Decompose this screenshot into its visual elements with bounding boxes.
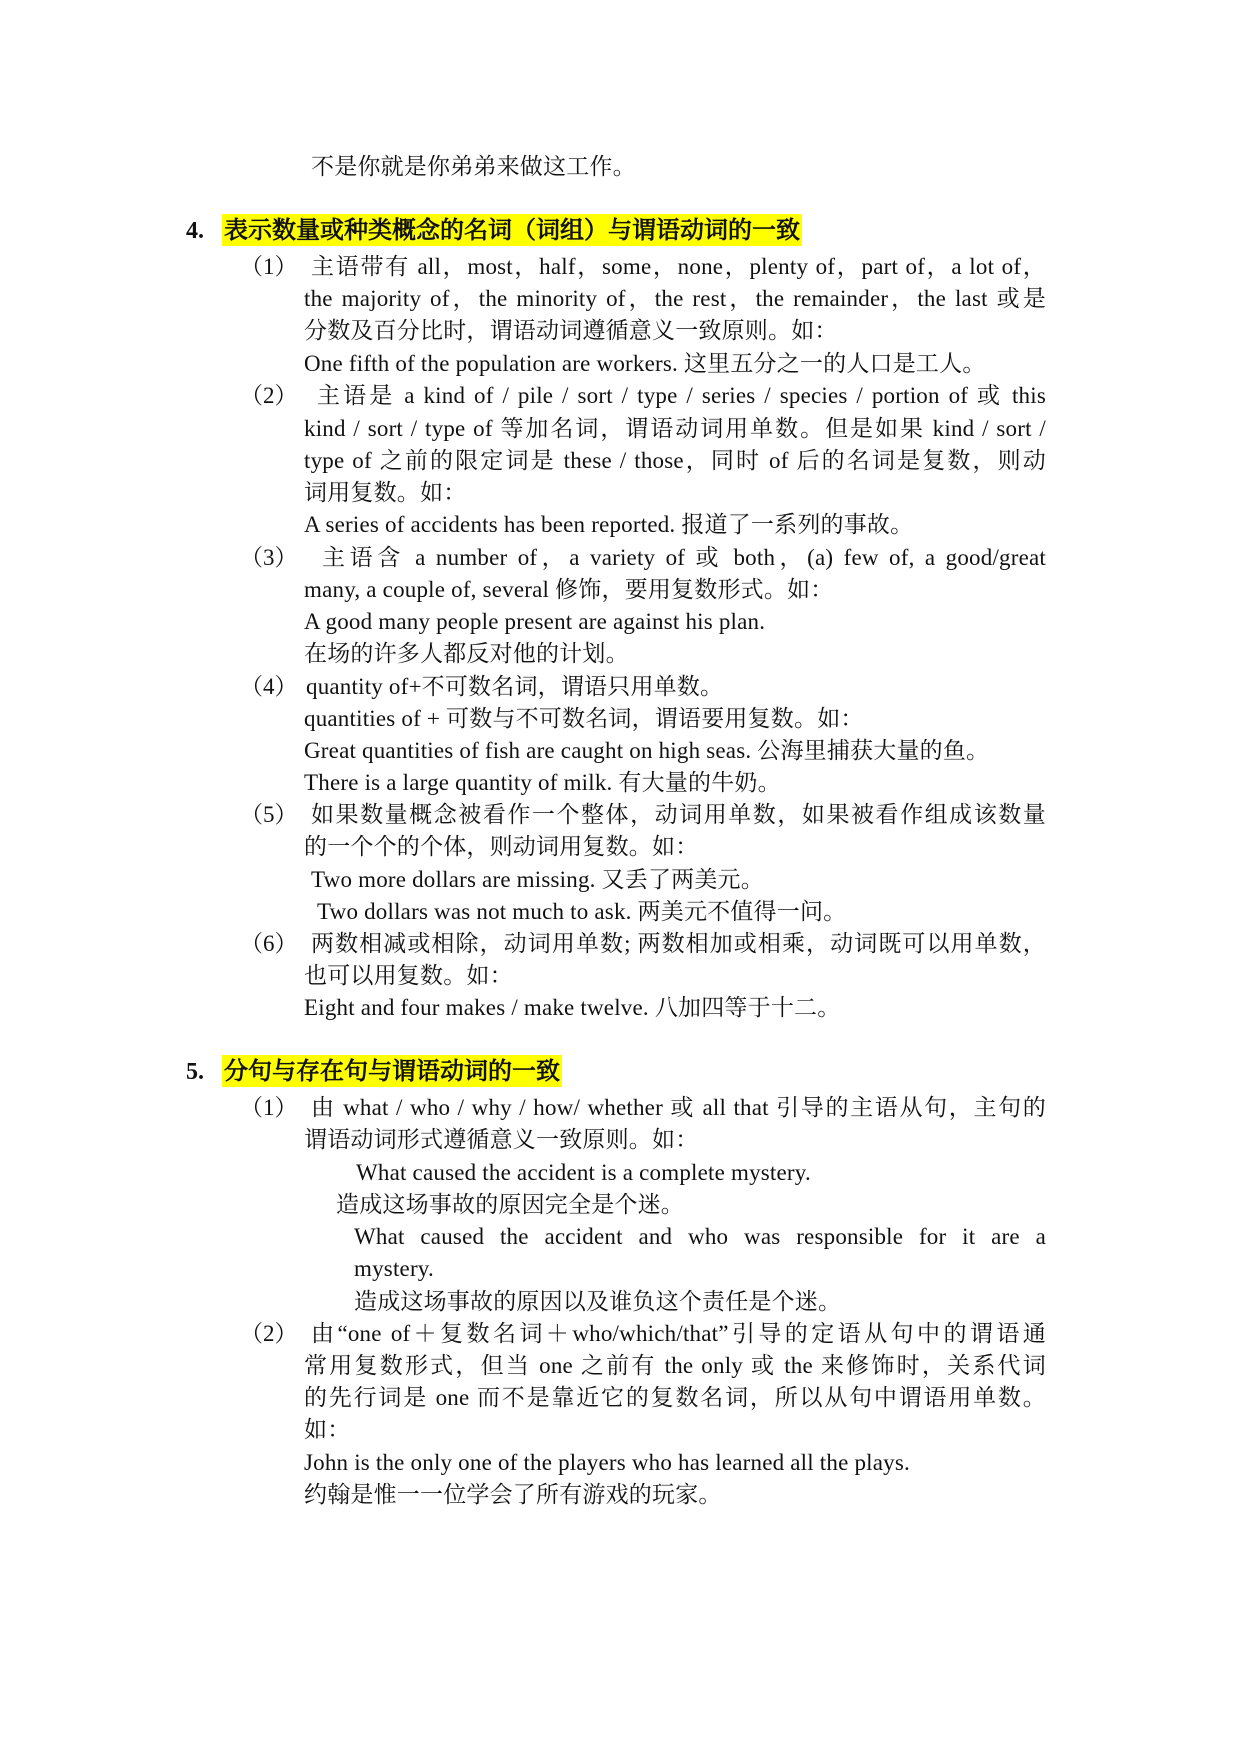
item-number: （2） — [240, 1321, 298, 1346]
example-line: One fifth of the population are workers. 这里五分之一的人口是工人。 — [304, 351, 986, 376]
body-line: 谓语动词形式遵循意义一致原则。如： — [304, 1127, 699, 1152]
body-line: 如： — [304, 1417, 351, 1442]
example-line: mystery. — [354, 1256, 434, 1281]
body-line: 如果数量概念被看作一个整体，动词用单数，如果被看作组成该数量 — [311, 802, 1046, 827]
section-heading: 表示数量或种类概念的名词（词组）与谓语动词的一致 — [224, 216, 800, 244]
item-number: （6） — [240, 931, 298, 956]
item-number: （4） — [240, 674, 298, 699]
body-line: 分数及百分比时，谓语动词遵循意义一致原则。如： — [304, 318, 838, 343]
section-heading: 分句与存在句与谓语动词的一致 — [224, 1057, 560, 1085]
example-line: A good many people present are against his plan. — [304, 609, 766, 634]
example-line: Two more dollars are missing. 又丢了两美元。 — [311, 867, 764, 892]
body-line: kind / sort / type of 等加名词，谓语动词用单数。但是如果 kind / sort / — [304, 416, 1046, 441]
body-line: 的先行词是 one 而不是靠近它的复数名词，所以从句中谓语用单数。 — [304, 1385, 1046, 1410]
body-line: 的一个个的个体，则动词用复数。如： — [304, 834, 699, 859]
body-line: 由“one of＋复数名词＋who/which/that”引导的定语从句中的谓语通 — [311, 1321, 1046, 1346]
item-number: （5） — [240, 802, 298, 827]
body-line: quantity of+不可数名词，谓语只用单数。 — [306, 674, 724, 699]
item-number: （2） — [240, 383, 298, 408]
example-line: 造成这场事故的原因完全是个迷。 — [336, 1192, 684, 1217]
body-line: 由 what / who / why / how/ whether 或 all that 引导的主语从句，主句的 — [311, 1095, 1046, 1120]
example-line: 造成这场事故的原因以及谁负这个责任是个迷。 — [354, 1289, 842, 1314]
body-line: 主语带有 all，most，half，some，none，plenty of，part of，a lot of， — [311, 254, 1046, 279]
section-number: 4. — [186, 218, 204, 244]
example-line: 约翰是惟一一位学会了所有游戏的玩家。 — [304, 1482, 722, 1507]
body-line: 主语是 a kind of / pile / sort / type / series / species / portion of 或 this — [317, 383, 1046, 408]
example-line: A series of accidents has been reported. 报道了一系列的事故。 — [304, 512, 914, 537]
item-number: （3） — [240, 545, 298, 570]
example-line: John is the only one of the players who has learned all the plays. — [304, 1450, 910, 1475]
body-line: 主语含 a number of，a variety of 或 both，(a) few of, a good/great — [322, 545, 1046, 570]
example-line: Great quantities of fish are caught on high seas. 公海里捕获大量的鱼。 — [304, 738, 990, 763]
body-line: type of 之前的限定词是 these / those，同时 of 后的名词是复数，则动 — [304, 448, 1046, 473]
example-line: What caused the accident and who was responsible for it are a — [354, 1224, 1046, 1249]
body-line: 不是你就是你弟弟来做这工作。 — [311, 154, 636, 179]
body-line: the majority of，the minority of，the rest，the remainder，the last 或是 — [304, 286, 1046, 311]
body-line: quantities of + 可数与不可数名词，谓语要用复数。如： — [304, 706, 864, 731]
section-number: 5. — [186, 1059, 204, 1085]
body-line: 词用复数。如： — [304, 480, 467, 505]
item-number: （1） — [240, 1095, 298, 1120]
example-line: 在场的许多人都反对他的计划。 — [304, 641, 629, 666]
body-line: many, a couple of, several 修饰，要用复数形式。如： — [304, 577, 834, 602]
example-line: Eight and four makes / make twelve. 八加四等于十二。 — [304, 995, 841, 1020]
body-line: 常用复数形式，但当 one 之前有 the only 或 the 来修饰时，关系代词 — [304, 1353, 1046, 1378]
example-line: There is a large quantity of milk. 有大量的牛奶。 — [304, 770, 781, 795]
example-line: What caused the accident is a complete mystery. — [356, 1160, 811, 1185]
body-line: 两数相减或相除，动词用单数; 两数相加或相乘，动词既可以用单数， — [311, 931, 1046, 956]
item-number: （1） — [240, 254, 298, 279]
example-line: Two dollars was not much to ask. 两美元不值得一问。 — [317, 899, 847, 924]
body-line: 也可以用复数。如： — [304, 963, 513, 988]
